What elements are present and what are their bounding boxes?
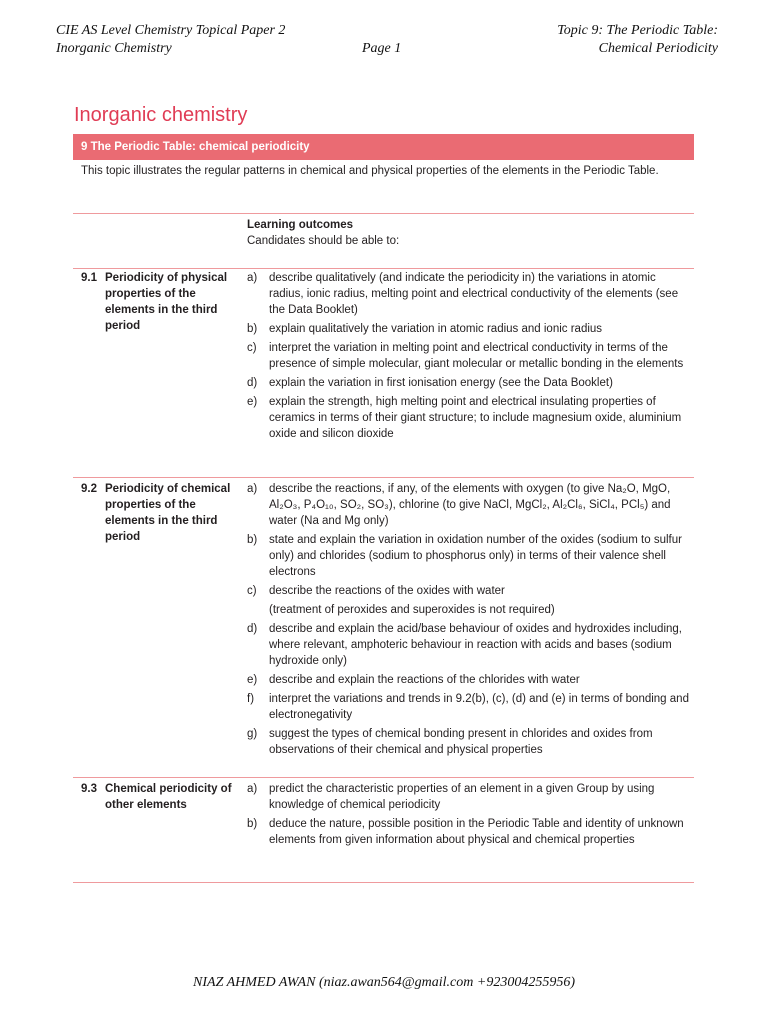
topic-9-2 [81, 481, 241, 545]
outcome-item [247, 672, 692, 688]
topic-number: 9.1 [81, 272, 97, 284]
header-paper-title: CIE AS Level Chemistry Topical Paper 2 [56, 23, 286, 38]
header-left [56, 22, 285, 58]
outcome-letter: a) [247, 272, 258, 284]
outcome-letter: b) [247, 534, 258, 546]
outcome-text: describe and explain the acid/base behaviour of oxides and hydroxides including, where relevant, amphoteric behaviour in reaction with acids and bases (sodium hydroxide only) [269, 623, 682, 667]
outcome-note: (treatment of peroxides and superoxides is not required) [269, 604, 555, 616]
outcomes-9-1 [247, 270, 692, 445]
outcome-text: predict the characteristic properties of an element in a given Group by using knowledge of chemical periodicity [269, 783, 655, 811]
topic-number: 9.2 [81, 483, 97, 495]
header-topic-line1: Topic 9: The Periodic Table: [557, 23, 718, 38]
outcome-text: suggest the types of chemical bonding present in chlorides and oxides from observations of their chemical and physical properties [269, 728, 653, 756]
outcome-letter: e) [247, 396, 258, 408]
outcome-item [247, 340, 692, 372]
outcomes-9-2 [247, 481, 692, 761]
outcome-text: deduce the nature, possible position in the Periodic Table and identity of unknown elements from given information about physical and chemical properties [269, 818, 684, 846]
outcome-text: describe the reactions, if any, of the elements with oxygen (to give Na₂O, MgO, Al₂O₃, P₄O₁₀, SO₂, SO₃), chlorine (to give NaCl, MgCl₂, Al₂Cl₆, SiCl₄, PCl₅) and water (Na and Mg only) [269, 483, 671, 527]
outcome-text: interpret the variations and trends in 9.2(b), (c), (d) and (e) in terms of bonding and electronegativity [269, 693, 689, 721]
outcome-letter: c) [247, 585, 257, 597]
outcome-letter: f) [247, 693, 255, 705]
divider [73, 213, 694, 214]
header-subject: Inorganic Chemistry [56, 41, 172, 56]
topic-9-3 [81, 781, 241, 813]
topic-intro: This topic illustrates the regular patterns in chemical and physical properties of the elements in the Periodic Table. [81, 165, 659, 177]
outcome-item [247, 621, 692, 669]
topic-name: Periodicity of physical properties of the elements in the third period [105, 272, 228, 332]
header-page-number: Page 1 [362, 41, 402, 56]
learning-outcomes-heading: Learning outcomes [247, 219, 354, 231]
topic-name: Periodicity of chemical properties of the elements in the third period [105, 483, 231, 543]
outcome-letter: g) [247, 728, 258, 740]
outcome-text: explain the strength, high melting point and electrical insulating properties of ceramics in terms of their giant structure; to include magnesium oxide, aluminium oxide and silicon dioxide [269, 396, 682, 440]
header-topic-line2: Chemical Periodicity [598, 41, 718, 56]
outcome-letter: d) [247, 377, 258, 389]
topic-number: 9.3 [81, 783, 97, 795]
outcome-item [247, 481, 692, 529]
learning-outcomes-header [247, 217, 399, 249]
outcomes-9-3 [247, 781, 692, 851]
outcome-letter: a) [247, 783, 258, 795]
outcome-item [247, 394, 692, 442]
divider [73, 268, 694, 269]
divider [73, 477, 694, 478]
outcome-item [247, 726, 692, 758]
section-title: Inorganic chemistry [74, 104, 248, 126]
topic-bar: 9 The Periodic Table: chemical periodicity [73, 134, 694, 160]
outcome-letter: d) [247, 623, 258, 635]
outcome-item [247, 321, 692, 337]
outcome-text: explain qualitatively the variation in atomic radius and ionic radius [269, 323, 603, 335]
topic-name: Chemical periodicity of other elements [105, 783, 232, 811]
outcome-text: describe qualitatively (and indicate the periodicity in) the variations in atomic radius, ionic radius, melting point and electrical conductivity of the elements (see the Data Booklet) [269, 272, 679, 316]
outcome-text: describe the reactions of the oxides with water [269, 585, 505, 597]
outcome-text: describe and explain the reactions of the chlorides with water [269, 674, 580, 686]
header-right [557, 22, 718, 58]
divider [73, 777, 694, 778]
outcome-letter: b) [247, 818, 258, 830]
learning-outcomes-sub: Candidates should be able to: [247, 235, 400, 247]
outcome-item [247, 583, 692, 618]
outcome-item [247, 270, 692, 318]
outcome-text: interpret the variation in melting point and electrical conductivity in terms of the presence of simple molecular, giant molecular or metallic bonding in the elements [269, 342, 684, 370]
topic-9-1 [81, 270, 241, 334]
footer-author: NIAZ AHMED AWAN (niaz.awan564@gmail.com +923004255956) [193, 975, 575, 990]
outcome-item [247, 816, 692, 848]
outcome-item [247, 532, 692, 580]
outcome-item [247, 781, 692, 813]
outcome-letter: a) [247, 483, 258, 495]
outcome-item [247, 691, 692, 723]
divider [73, 882, 694, 883]
outcome-text: state and explain the variation in oxidation number of the oxides (sodium to sulfur only) and chlorides (sodium to phosphorus only) in terms of their valence shell electrons [269, 534, 682, 578]
outcome-text: explain the variation in first ionisation energy (see the Data Booklet) [269, 377, 613, 389]
outcome-letter: e) [247, 674, 258, 686]
outcome-letter: b) [247, 323, 258, 335]
outcome-item [247, 375, 692, 391]
outcome-letter: c) [247, 342, 257, 354]
